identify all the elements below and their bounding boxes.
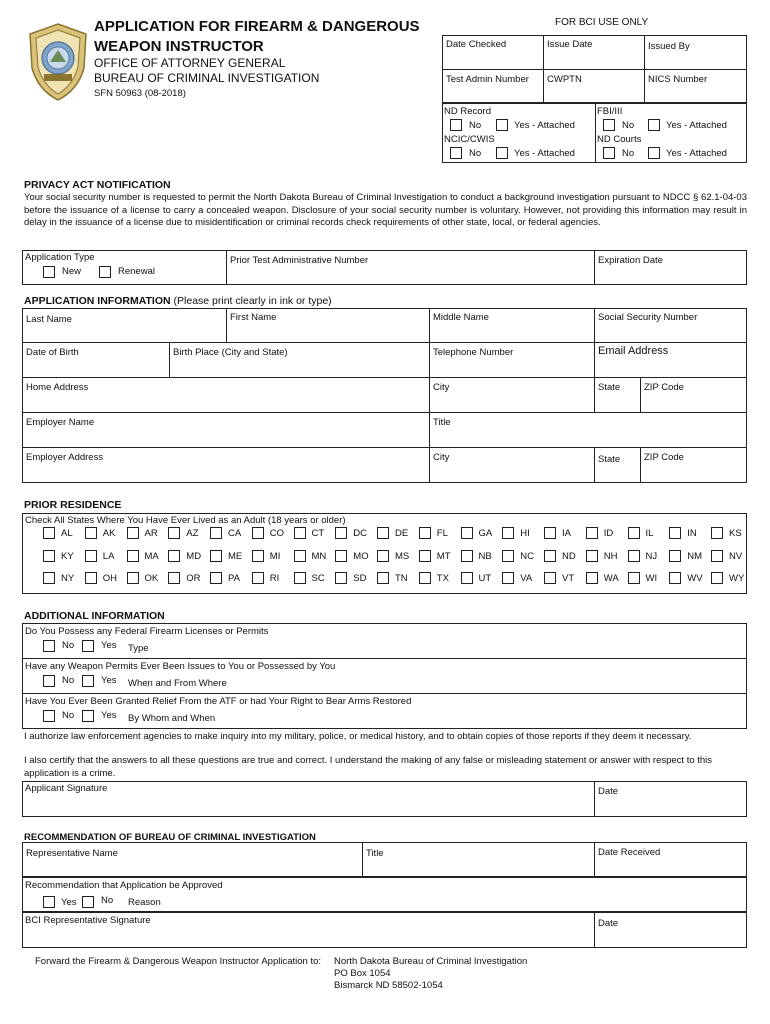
state-checkbox-ut[interactable]	[461, 572, 473, 584]
state-label-or: OR	[186, 573, 201, 584]
telephone-field[interactable]: Telephone Number	[433, 347, 514, 358]
issue-date-field[interactable]: Issue Date	[547, 39, 593, 50]
renewal-checkbox[interactable]	[99, 266, 111, 278]
state-label-tn: TN	[395, 573, 408, 584]
ncic-cwis-label: NCIC/CWIS	[444, 134, 495, 145]
state-checkbox-ms[interactable]	[377, 550, 389, 562]
rep-name-field[interactable]: Representative Name	[26, 848, 118, 859]
state-label-ca: CA	[228, 528, 242, 539]
state-label-nd: ND	[562, 551, 576, 562]
rec-yes-checkbox[interactable]	[43, 896, 55, 908]
q3-yes-label: Yes	[101, 710, 117, 721]
state-checkbox-nh[interactable]	[586, 550, 598, 562]
state-checkbox-ga[interactable]	[461, 527, 473, 539]
state-label-de: DE	[395, 528, 409, 539]
state-checkbox-mi[interactable]	[252, 550, 264, 562]
state-label-nj: NJ	[645, 551, 658, 562]
state-checkbox-wv[interactable]	[669, 572, 681, 584]
state-checkbox-ky[interactable]	[43, 550, 55, 562]
expiration-date-field[interactable]: Expiration Date	[598, 255, 663, 266]
q2-label: Have any Weapon Permits Ever Been Issues to You or Possessed by You	[25, 661, 336, 672]
state-checkbox-dc[interactable]	[335, 527, 347, 539]
form-title-line2: WEAPON INSTRUCTOR	[94, 38, 264, 55]
q2-when-where-field[interactable]: When and From Where	[128, 678, 227, 689]
state-label-al: AL	[61, 528, 73, 539]
state-label-mt: MT	[436, 551, 451, 562]
prior-residence-heading: PRIOR RESIDENCE	[24, 499, 122, 511]
state-label-wv: WV	[687, 573, 703, 584]
state-label-sd: SD	[353, 573, 367, 584]
ssn-field[interactable]: Social Security Number	[598, 312, 698, 323]
bci-use-heading: FOR BCI USE ONLY	[555, 17, 649, 28]
forward-text: Forward the Firearm & Dangerous Weapon Instructor Application to:	[35, 956, 322, 967]
ncic-no-checkbox[interactable]	[450, 147, 462, 159]
q2-no-label: No	[62, 675, 75, 686]
state-checkbox-ia[interactable]	[544, 527, 556, 539]
state-label-il: IL	[645, 528, 654, 539]
certify-text: I also certify that the answers to all these questions are true and correct. I understand the making of any false or misleading statement or answer with respect to this application is a crime.	[24, 755, 713, 779]
state-label-ny: NY	[61, 573, 75, 584]
fbi-no-label: No	[622, 120, 635, 131]
state-checkbox-al[interactable]	[43, 527, 55, 539]
state-checkbox-az[interactable]	[168, 527, 180, 539]
state-checkbox-ct[interactable]	[294, 527, 306, 539]
employer-city-field[interactable]: City	[433, 452, 450, 463]
authorize-text: I authorize law enforcement agencies to make inquiry into my military, police, or medical history, and to obtain copies of those reports if they deem it necessary.	[24, 731, 692, 742]
employer-address-field[interactable]: Employer Address	[26, 452, 104, 463]
state-checkbox-vt[interactable]	[544, 572, 556, 584]
state-label-az: AZ	[186, 528, 199, 539]
state-checkbox-ok[interactable]	[127, 572, 139, 584]
state-label-ak: AK	[102, 528, 116, 539]
state-checkbox-ny[interactable]	[43, 572, 55, 584]
state-label-nv: NV	[729, 551, 743, 562]
address-line1: North Dakota Bureau of Criminal Investigation	[334, 956, 528, 967]
state-label-oh: OH	[102, 573, 118, 584]
state-checkbox-la[interactable]	[85, 550, 97, 562]
date-checked-field[interactable]: Date Checked	[446, 39, 507, 50]
q3-label: Have You Ever Been Granted Relief From the ATF or had Your Right to Bear Arms Restored	[25, 696, 412, 707]
state-label-sc: SC	[311, 573, 325, 584]
state-label-me: ME	[228, 551, 243, 562]
nd-courts-label: ND Courts	[597, 134, 642, 145]
state-checkbox-de[interactable]	[377, 527, 389, 539]
q2-yes-checkbox[interactable]	[82, 675, 94, 687]
new-label: New	[62, 266, 82, 277]
home-state-field[interactable]: State	[598, 382, 621, 393]
email-field[interactable]: Email Address	[598, 345, 669, 357]
state-checkbox-md[interactable]	[168, 550, 180, 562]
state-checkbox-nv[interactable]	[711, 550, 723, 562]
q1-label: Do You Possess any Federal Firearm Licenses or Permits	[25, 626, 269, 637]
state-label-vt: VT	[562, 573, 575, 584]
address-line3: Bismarck ND 58502-1054	[334, 980, 443, 991]
nd-courts-yes-checkbox[interactable]	[648, 147, 660, 159]
state-label-ms: MS	[395, 551, 410, 562]
q3-no-checkbox[interactable]	[43, 710, 55, 722]
state-label-pa: PA	[228, 573, 240, 584]
state-label-mo: MO	[353, 551, 369, 562]
state-label-md: MD	[186, 551, 202, 562]
rec-reason-field[interactable]: Reason	[128, 897, 161, 908]
fbi-yes-checkbox[interactable]	[648, 119, 660, 131]
home-zip-field[interactable]: ZIP Code	[644, 382, 684, 393]
state-label-tx: TX	[436, 573, 449, 584]
state-label-mn: MN	[311, 551, 327, 562]
state-checkbox-ar[interactable]	[127, 527, 139, 539]
rep-title-field[interactable]: Title	[366, 848, 384, 859]
state-label-ia: IA	[562, 528, 571, 539]
state-checkbox-nd[interactable]	[544, 550, 556, 562]
new-checkbox[interactable]	[43, 266, 55, 278]
state-checkbox-ma[interactable]	[127, 550, 139, 562]
state-label-ma: MA	[144, 551, 159, 562]
nd-courts-yes-label: Yes - Attached	[666, 148, 727, 159]
privacy-text: Your social security number is requested to permit the North Dakota Bureau of Criminal Investigation to conduct a background investigation pursuant to NDCC § 62.1-04-03 before the issuance of a license to carry a concealed weapon. Disclosure of your social security number is voluntary. However, not providing this information may result in delay in the issuance of a license due to misidentification or criminal records check requirements of other state, local, or federal agencies.	[24, 192, 747, 228]
home-address-field[interactable]: Home Address	[26, 382, 89, 393]
app-info-note: (Please print clearly in ink or type)	[173, 295, 332, 307]
fbi-iii-label: FBI/III	[597, 106, 623, 117]
q1-no-checkbox[interactable]	[43, 640, 55, 652]
state-checkbox-mo[interactable]	[335, 550, 347, 562]
employer-state-field[interactable]: State	[598, 454, 621, 465]
rec-yes-label: Yes	[61, 897, 77, 908]
renewal-label: Renewal	[118, 266, 155, 277]
middle-name-field[interactable]: Middle Name	[433, 312, 489, 323]
state-checkbox-nm[interactable]	[669, 550, 681, 562]
first-name-field[interactable]: First Name	[230, 312, 277, 323]
rec-no-label: No	[101, 895, 114, 906]
state-label-in: IN	[687, 528, 697, 539]
title-field[interactable]: Title	[433, 417, 451, 428]
form-id: SFN 50963 (08-2018)	[94, 88, 186, 99]
state-checkbox-ca[interactable]	[210, 527, 222, 539]
fbi-yes-label: Yes - Attached	[666, 120, 727, 131]
rec-no-checkbox[interactable]	[82, 896, 94, 908]
state-label-nb: NB	[478, 551, 492, 562]
applicant-date-field[interactable]: Date	[598, 786, 619, 797]
q2-no-checkbox[interactable]	[43, 675, 55, 687]
state-checkbox-tn[interactable]	[377, 572, 389, 584]
fbi-no-checkbox[interactable]	[603, 119, 615, 131]
nd-record-yes-label: Yes - Attached	[514, 120, 575, 131]
cwptn-field[interactable]: CWPTN	[547, 74, 582, 85]
nd-courts-no-checkbox[interactable]	[603, 147, 615, 159]
employer-zip-field[interactable]: ZIP Code	[644, 452, 684, 463]
state-checkbox-co[interactable]	[252, 527, 264, 539]
nd-record-yes-checkbox[interactable]	[496, 119, 508, 131]
state-checkbox-in[interactable]	[669, 527, 681, 539]
nd-record-no-checkbox[interactable]	[450, 119, 462, 131]
q1-yes-checkbox[interactable]	[82, 640, 94, 652]
state-label-nm: NM	[687, 551, 703, 562]
ncic-no-label: No	[469, 148, 482, 159]
state-checkbox-me[interactable]	[210, 550, 222, 562]
state-label-wa: WA	[603, 573, 619, 584]
state-label-id: ID	[603, 528, 614, 539]
q3-whom-when-field[interactable]: By Whom and When	[128, 713, 216, 724]
nd-courts-no-label: No	[622, 148, 635, 159]
issued-by-field[interactable]: Issued By	[648, 41, 690, 52]
form-title	[94, 17, 434, 57]
state-checkbox-wy[interactable]	[711, 572, 723, 584]
ncic-yes-checkbox[interactable]	[496, 147, 508, 159]
last-name-field[interactable]: Last Name	[26, 314, 72, 325]
app-info-title: APPLICATION INFORMATION	[24, 295, 171, 307]
state-label-ct: CT	[311, 528, 325, 539]
state-checkbox-pa[interactable]	[210, 572, 222, 584]
office-name: OFFICE OF ATTORNEY GENERAL	[94, 56, 286, 70]
address-line2: PO Box 1054	[334, 968, 391, 979]
state-checkbox-wi[interactable]	[628, 572, 640, 584]
state-label-mi: MI	[269, 551, 281, 562]
bci-signature-field[interactable]: BCI Representative Signature	[25, 915, 151, 926]
test-admin-number-field[interactable]: Test Admin Number	[446, 74, 529, 85]
application-type-label: Application Type	[25, 252, 95, 263]
bci-date-field[interactable]: Date	[598, 918, 619, 929]
state-checkbox-sd[interactable]	[335, 572, 347, 584]
birth-place-field[interactable]: Birth Place (City and State)	[173, 347, 288, 358]
dob-field[interactable]: Date of Birth	[26, 347, 79, 358]
state-label-fl: FL	[436, 528, 448, 539]
state-checkbox-ak[interactable]	[85, 527, 97, 539]
state-label-ar: AR	[144, 528, 158, 539]
state-label-wy: WY	[729, 573, 745, 584]
prior-test-number-field[interactable]: Prior Test Administrative Number	[230, 255, 369, 266]
state-label-wi: WI	[645, 573, 658, 584]
state-checkbox-il[interactable]	[628, 527, 640, 539]
privacy-heading: PRIVACY ACT NOTIFICATION	[24, 179, 171, 191]
state-checkbox-id[interactable]	[586, 527, 598, 539]
nd-record-label: ND Record	[444, 106, 491, 117]
q1-type-field[interactable]: Type	[128, 643, 149, 654]
additional-heading: ADDITIONAL INFORMATION	[24, 610, 165, 622]
q1-no-label: No	[62, 640, 75, 651]
nd-record-no-label: No	[469, 120, 482, 131]
state-label-ut: UT	[478, 573, 492, 584]
state-checkbox-nj[interactable]	[628, 550, 640, 562]
state-label-va: VA	[520, 573, 533, 584]
applicant-signature-field[interactable]: Applicant Signature	[25, 783, 108, 794]
state-label-dc: DC	[353, 528, 368, 539]
ncic-yes-label: Yes - Attached	[514, 148, 575, 159]
q3-yes-checkbox[interactable]	[82, 710, 94, 722]
bureau-name: BUREAU OF CRIMINAL INVESTIGATION	[94, 71, 320, 85]
state-label-nh: NH	[603, 551, 618, 562]
state-checkbox-oh[interactable]	[85, 572, 97, 584]
state-checkbox-or[interactable]	[168, 572, 180, 584]
nics-number-field[interactable]: NICS Number	[648, 74, 708, 85]
recommendation-label: Recommendation that Application be Approved	[25, 880, 223, 891]
form-title-line1: APPLICATION FOR FIREARM & DANGEROUS	[94, 18, 420, 35]
state-checkbox-nb[interactable]	[461, 550, 473, 562]
applicant-signature-box	[22, 781, 747, 817]
state-checkbox-nc[interactable]	[502, 550, 514, 562]
state-label-ri: RI	[269, 573, 280, 584]
state-checkbox-sc[interactable]	[294, 572, 306, 584]
q3-no-label: No	[62, 710, 75, 721]
date-received-field[interactable]: Date Received	[598, 847, 661, 858]
state-checkbox-mn[interactable]	[294, 550, 306, 562]
app-info-heading	[24, 295, 332, 307]
q1-yes-label: Yes	[101, 640, 117, 651]
state-label-co: CO	[269, 528, 285, 539]
state-label-ky: KY	[61, 551, 74, 562]
state-checkbox-mt[interactable]	[419, 550, 431, 562]
state-label-la: LA	[102, 551, 115, 562]
q2-yes-label: Yes	[101, 675, 117, 686]
home-city-field[interactable]: City	[433, 382, 450, 393]
employer-name-field[interactable]: Employer Name	[26, 417, 95, 428]
state-checkbox-tx[interactable]	[419, 572, 431, 584]
recommendation-heading: RECOMMENDATION OF BUREAU OF CRIMINAL INVESTIGATION	[24, 832, 316, 843]
prior-residence-instruction: Check All States Where You Have Ever Lived as an Adult (18 years or older)	[25, 515, 346, 526]
state-checkbox-ri[interactable]	[252, 572, 264, 584]
state-checkbox-va[interactable]	[502, 572, 514, 584]
state-label-ok: OK	[144, 573, 159, 584]
state-checkbox-wa[interactable]	[586, 572, 598, 584]
attorney-general-seal-icon	[26, 22, 90, 102]
state-label-ks: KS	[729, 528, 742, 539]
state-checkbox-fl[interactable]	[419, 527, 431, 539]
app-info-table	[22, 308, 747, 483]
state-label-hi: HI	[520, 528, 530, 539]
state-label-ga: GA	[478, 528, 493, 539]
state-label-nc: NC	[520, 551, 535, 562]
state-checkbox-hi[interactable]	[502, 527, 514, 539]
state-checkbox-ks[interactable]	[711, 527, 723, 539]
